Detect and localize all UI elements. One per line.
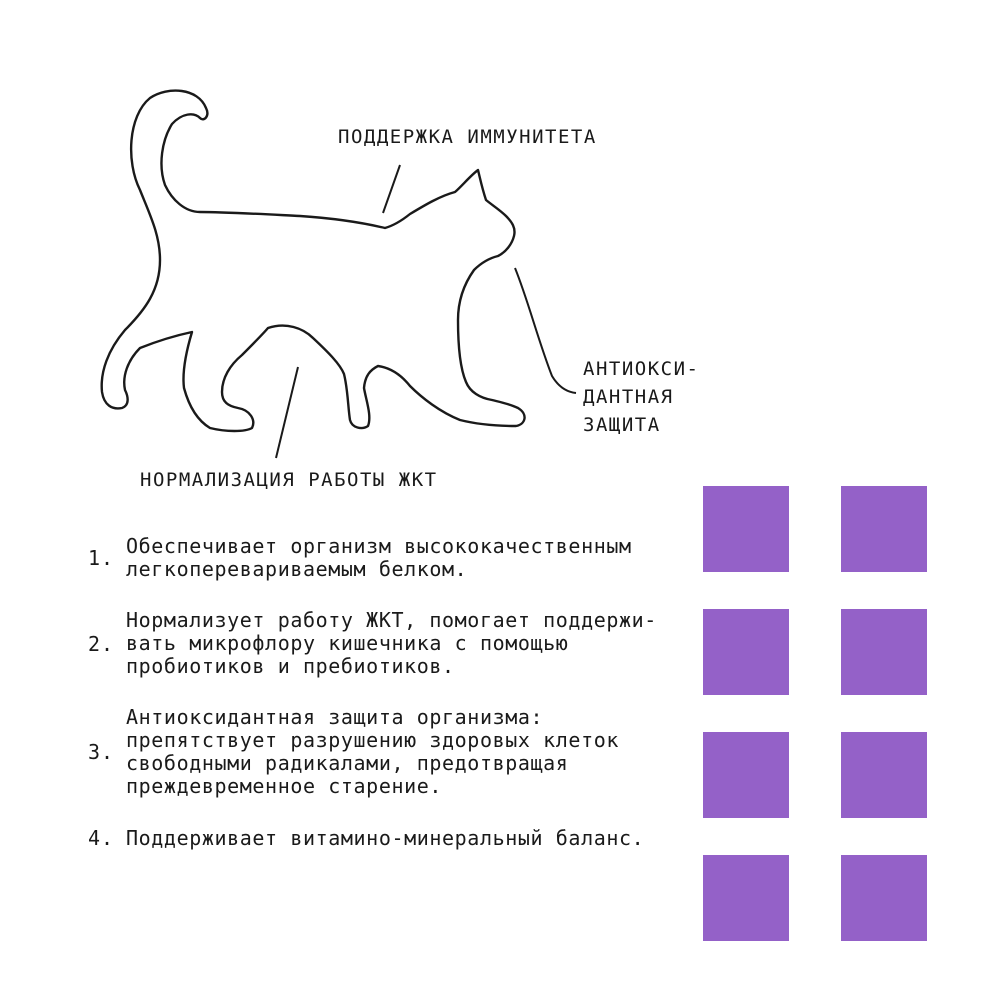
decorative-square xyxy=(841,486,927,572)
pointer-line-gut xyxy=(276,367,298,458)
decorative-square xyxy=(841,732,927,818)
benefit-item xyxy=(88,535,728,581)
decorative-square xyxy=(841,855,927,941)
benefit-number: 3. xyxy=(88,740,115,764)
pointer-line-immunity xyxy=(383,165,400,213)
benefit-item xyxy=(88,609,728,678)
benefit-item xyxy=(88,826,728,850)
benefit-number: 2. xyxy=(88,631,115,656)
benefit-number: 1. xyxy=(88,546,115,570)
label-gut-normalization: НОРМАЛИЗАЦИЯ РАБОТЫ ЖКТ xyxy=(140,469,438,491)
pointer-line-antioxidant xyxy=(515,268,576,393)
benefits-list xyxy=(88,535,728,878)
benefit-text: Поддерживает витамино-минеральный баланс. xyxy=(126,825,645,850)
label-immunity-support: ПОДДЕРЖКА ИММУНИТЕТА xyxy=(338,126,597,148)
label-antioxidant-protection: АНТИОКСИ- ДАНТНАЯ ЗАЩИТА xyxy=(583,358,700,436)
benefit-number: 4. xyxy=(88,826,115,850)
decorative-square xyxy=(841,609,927,695)
decorative-square xyxy=(703,609,789,695)
decorative-square xyxy=(703,732,789,818)
decorative-square xyxy=(703,855,789,941)
benefit-item xyxy=(88,706,728,798)
decorative-square-grid xyxy=(703,486,927,941)
benefit-text: Антиоксидантная защита организма: препятствует разрушению здоровых клеток свободными радикалами, предотвращая преждевременное старение. xyxy=(126,705,619,798)
benefit-text: Нормализует работу ЖКТ, помогает поддержи- вать микрофлору кишечника с помощью пробиотиков и пребиотиков. xyxy=(126,608,657,678)
benefit-text: Обеспечивает организм высококачественным легкоперевариваемым белком. xyxy=(126,534,632,581)
decorative-square xyxy=(703,486,789,572)
